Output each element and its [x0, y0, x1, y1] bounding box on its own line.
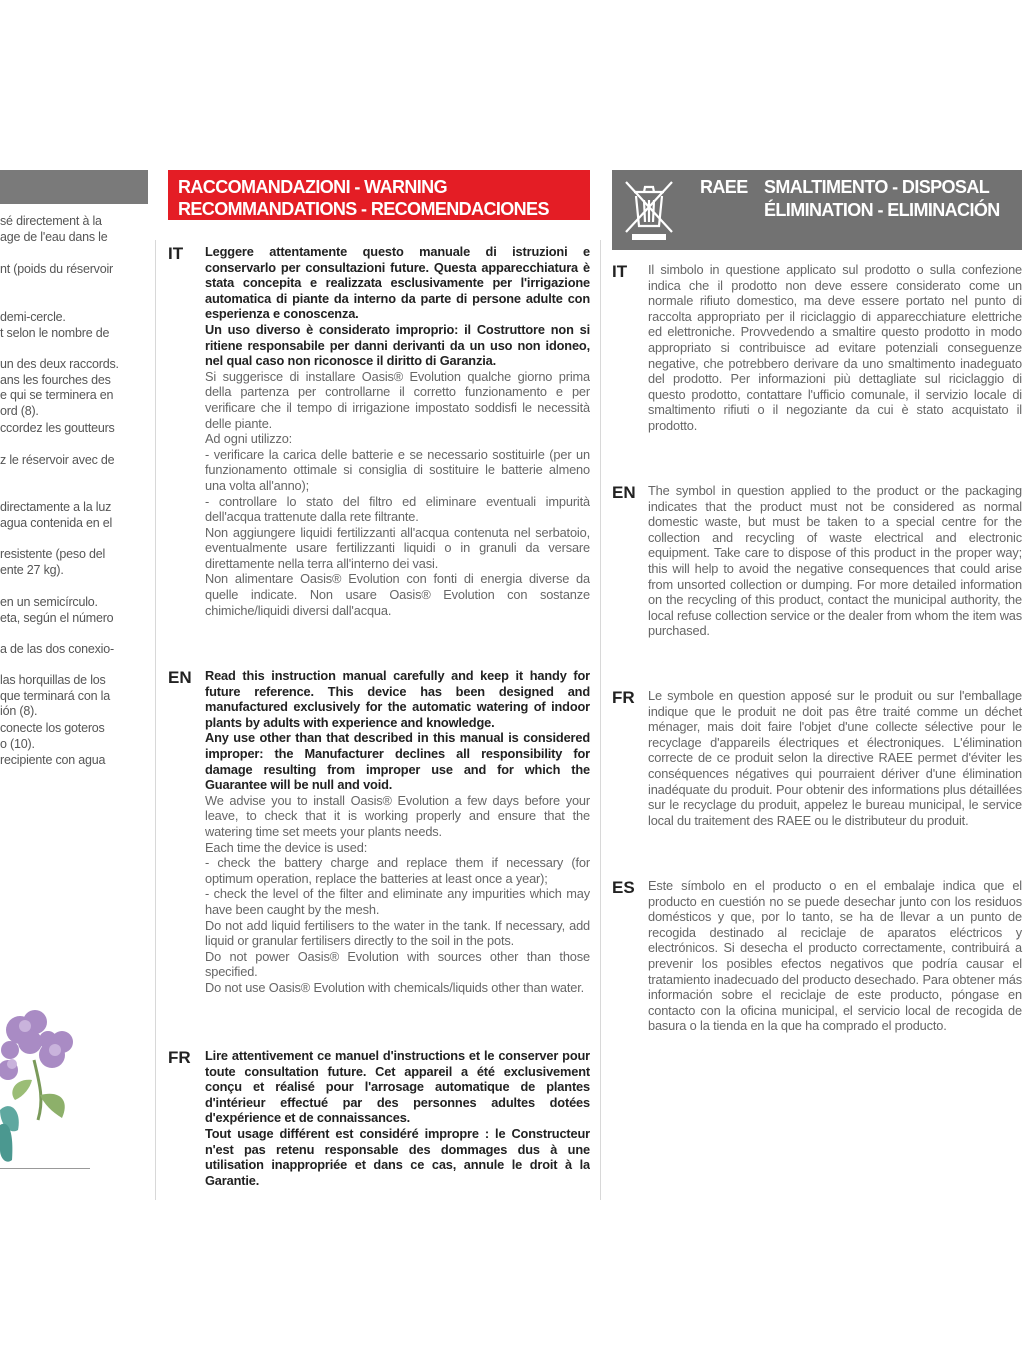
- disposal-title-line: SMALTIMENTO - DISPOSAL: [764, 177, 990, 197]
- paragraph: Si suggerisce di installare Oasis® Evolution qualche giorno prima della partenza per controllarne il corretto funzionamento e per verificare che il tempo di irrigazione impostato soddisfi le necessità delle piante.: [205, 368, 590, 431]
- paragraph: Each time the device is used:: [205, 839, 368, 855]
- disposal-section-fr: [612, 688, 1022, 828]
- warning-header-line: RECOMMANDATIONS - RECOMENDACIONES: [178, 199, 549, 219]
- warning-header-line: RACCOMANDAZIONI - WARNING: [178, 177, 447, 197]
- paragraph: - verificare la carica delle batterie e se necessario sostituirle (per un funzionamento ottimale si consiglia di sostituire le batterie almeno una volta all'anno);: [205, 446, 590, 493]
- paragraph: - check the battery charge and replace them if necessary (for optimum operation, replace the batteries at least once a year);: [205, 855, 590, 886]
- warning-section-en: [168, 668, 590, 995]
- left-text-fragment: demi-cercle. t selon le nombre de: [0, 310, 110, 340]
- paragraph: Le symbole en question apposé sur le produit ou sur l'emballage indique que le produit ne doit pas être traité comme un déchet ménager, mais doit faire l'objet d'une collecte sélective pour le recyclage d'appareils électriques et électroniques. L'élimination correcte de ce produit selon la directive RAEE permet d'éviter les conséquences négatives qui pourraient dériver d'une élimination inadéquate du produit. Pour obtenir des informations plus détaillées sur le recyclage du produit, appelez le bureau municipal, le service local du traitement des RAEE ou le distributeur du produit.: [648, 688, 1022, 828]
- left-text-fragment: z le réservoir avec de: [0, 453, 115, 467]
- warning-header: [168, 170, 590, 220]
- paragraph: Ad ogni utilizzo:: [205, 431, 293, 447]
- warning-column: [168, 170, 590, 1200]
- warning-section-fr: [168, 1048, 590, 1188]
- left-text-fragment: sé directement à la age de l'eau dans le: [0, 214, 108, 244]
- paragraph: Non aggiungere liquidi fertilizzanti all'acqua contenuta nel serbatoio, eventualmente usare fertilizzanti liquidi o in granuli da versare direttamente nella terra all'interno dei vasi.: [205, 524, 590, 571]
- left-text-fragment: las horquillas de los que terminará con la ión (8).: [0, 673, 110, 718]
- paragraph: Tout usage différent est considéré impropre : le Constructeur n'est pas retenu responsable des dommages dus à une utilisation inappropriée et dans ce cas, annule le droit à la Garantie.: [205, 1125, 590, 1188]
- paragraph: - check the level of the filter and eliminate any impurities which may have been caught by the mesh.: [205, 886, 590, 917]
- paragraph: Lire attentivement ce manuel d'instructions et le conserver pour toute consultation future. Cet appareil a été exclusivement conçu et réalisé pour l'arrosage automatique de plantes d'intérieur effectué par des personnes adultes dotées d'expérience et de connaissances.: [205, 1048, 590, 1126]
- left-gray-header-bar: [0, 170, 148, 204]
- left-text-fragment: resistente (peso del ente 27 kg).: [0, 547, 106, 577]
- paragraph: Leggere attentamente questo manuale di istruzioni e conservarlo per consultazioni future. Questa apparecchiatura è stata concepita e realizzata esclusivamente per l'irrigazione automatica di piante da interno da parte di persone adulte con esperienza e conoscenza.: [205, 244, 590, 322]
- paragraph: Un uso diverso è considerato improprio: il Costruttore non si ritiene responsabile per danni derivanti da un uso non idoneo, nel qual caso non riconosce il diritto di Garanzia.: [205, 321, 590, 369]
- disposal-column: [612, 170, 1022, 1070]
- disposal-section-en: [612, 483, 1022, 639]
- language-code: EN: [168, 668, 192, 687]
- left-text-fragment: en un semicírculo. eta, según el número: [0, 595, 114, 625]
- left-text-fragment: directamente a la luz agua contenida en el: [0, 500, 113, 530]
- surface-line: [0, 1168, 90, 1169]
- disposal-title-line: ÉLIMINATION - ELIMINACIÓN: [764, 200, 1000, 220]
- left-text-fragment: recipiente con agua: [0, 753, 106, 767]
- disposal-section-es: [612, 878, 1022, 1034]
- column-divider: [155, 240, 156, 1200]
- raee-label: RAEE: [700, 177, 748, 197]
- left-text-fragment: a de las dos conexio-: [0, 642, 114, 656]
- disposal-title: [764, 176, 1000, 222]
- crossed-out-bin-icon: [620, 176, 678, 242]
- warning-section-it: [168, 244, 590, 618]
- paragraph: - controllare lo stato del filtro ed eliminare eventuali impurità dell'acqua trattenute dalla rete filtrante.: [205, 493, 590, 525]
- language-code: FR: [612, 688, 635, 707]
- paragraph: Do not use Oasis® Evolution with chemicals/liquids other than water.: [205, 979, 585, 995]
- paragraph: Non alimentare Oasis® Evolution con fonti di energia diverse da quelle indicate. Non usare Oasis® Evolution con sostanze chimiche/liquidi diversi dall'acqua.: [205, 571, 590, 618]
- language-code: IT: [168, 244, 184, 263]
- paragraph: Do not add liquid fertilisers to the water in the tank. If necessary, add liquid or granular fertilisers directly to the soil in the pots.: [205, 917, 590, 949]
- paragraph: Any use other than that described in this manual is considered improper: the Manufacturer declines all responsibility for damage resulting from improper use and for which the Guarantee will be null and void.: [205, 730, 590, 793]
- paragraph: Read this instruction manual carefully and keep it handy for future reference. This device has been designed and manufactured exclusively for the automatic watering of indoor plants by adults with experience and knowledge.: [205, 668, 590, 730]
- disposal-header: [612, 170, 1022, 250]
- left-text-fragment: un des deux raccords. ans les fourches des e qui se terminera en ord (8).: [0, 357, 119, 418]
- language-code: EN: [612, 483, 636, 502]
- language-code: ES: [612, 878, 635, 897]
- column-divider: [600, 240, 601, 1200]
- left-text-fragment: conecte los goteros o (10).: [0, 721, 105, 751]
- hydrangea-plant-illustration: [0, 1000, 95, 1175]
- language-code: IT: [612, 262, 628, 281]
- left-text-fragment: ccordez les goutteurs: [0, 421, 115, 435]
- disposal-section-it: [612, 262, 1022, 434]
- language-code: FR: [168, 1048, 191, 1067]
- paragraph: Do not power Oasis® Evolution with sources other than those specified.: [205, 948, 590, 980]
- paragraph: Il simbolo in questione applicato sul prodotto o sulla confezione indica che il prodotto non deve essere considerato come un normale rifiuto domestico, ma deve essere portato nel punto di raccolta appropriato per il riciclaggio di apparecchiature elettriche ed elettroniche. Provvedendo a smaltire questo prodotto in modo appropriato si contribuisce ad evitare potenziali conseguenze negative, che potrebbero derivare da uno smaltimento inadeguato del prodotto. Per informazioni più dettagliate sul riciclaggio di questo prodotto, contattare l'ufficio comunale, il servizio locale di smaltimento rifiuti o il negoziante da cui è stato acquistato il prodotto.: [648, 262, 1022, 433]
- paragraph: Este símbolo en el producto o en el embalaje indica que el producto en cuestión no se puede desechar junto con los residuos domésticos y que, por lo tanto, se ha de llevar a un punto de recogida destinado al reciclaje de aparatos eléctricos y electrónicos. Si desecha el producto correctamente, contribuirá a prevenir los posibles efectos negativos que podría causar el tratamiento inadecuado del producto desechado. Para obtener más información sobre el reciclaje de este producto, póngase en contacto con la oficina municipal, el servicio local de recogida de basura o la tienda en la que ha comprado el producto.: [648, 878, 1022, 1034]
- paragraph: The symbol in question applied to the product or the packaging indicates that the product must not be considered as normal domestic waste, but must be taken to a special centre for the collection and recycling of waste electrical and electronic equipment. Take care to dispose of this product in the proper way; this will help to avoid the negative consequences that could arise from unsorted collection or dumping. For more detailed information on the recycling of this product, contact the municipal authority, the local refuse collection service or the dealer from whom the item was purchased.: [648, 483, 1022, 639]
- paragraph: We advise you to install Oasis® Evolution a few days before your leave, to check that it is working properly and ensure that the watering time set meets your plants needs.: [205, 792, 590, 839]
- left-text-fragment: nt (poids du réservoir: [0, 262, 114, 276]
